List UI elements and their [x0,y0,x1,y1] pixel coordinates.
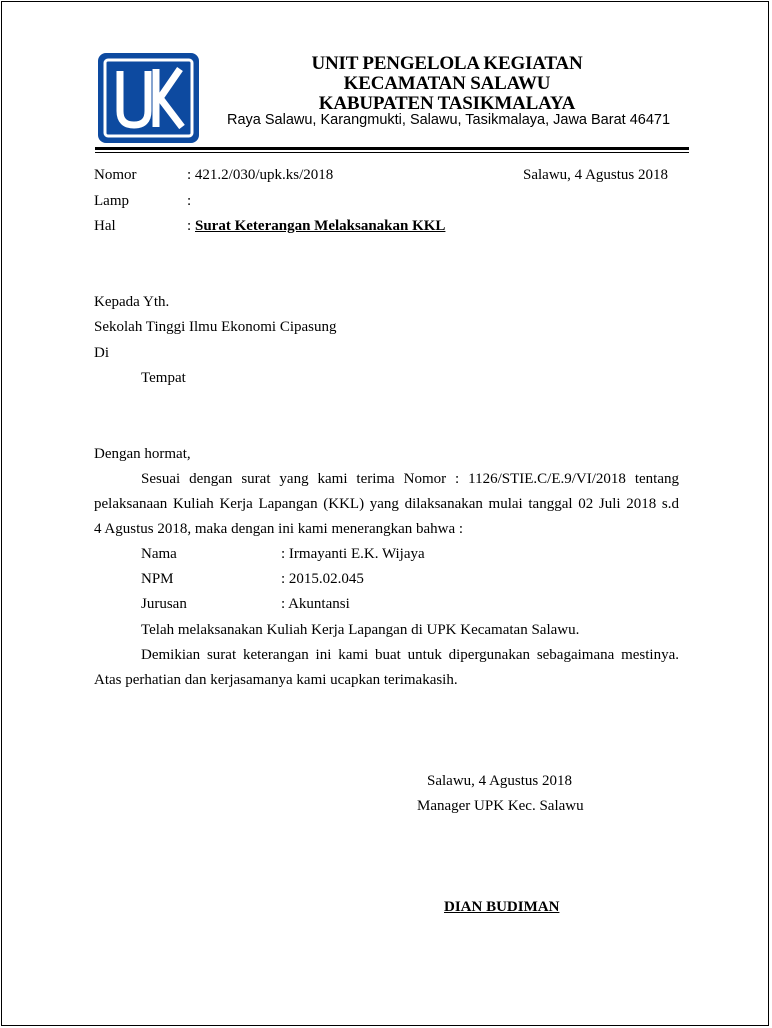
letter-page [1,1,769,1026]
detail-label-jurusan: Jurusan [141,596,187,612]
recipient-line3: Di [94,345,109,361]
hal-colon: : [187,218,192,234]
recipient-line4: Tempat [141,370,186,386]
org-address: Raya Salawu, Karangmukti, Salawu, Tasikmalaya, Jawa Barat 46471 [227,112,671,128]
paragraph3-line1: Demikian surat keterangan ini kami buat untuk dipergunakan sebagaimana mestinya. [141,647,679,663]
detail-label-nama: Nama [141,546,177,562]
detail-value-nama: : Irmayanti E.K. Wijaya [281,546,425,562]
recipient-line2: Sekolah Tinggi Ilmu Ekonomi Cipasung [94,319,337,335]
detail-value-jurusan: : Akuntansi [281,596,350,612]
org-name-line3: KABUPATEN TASIKMALAYA [318,93,576,114]
greeting: Dengan hormat, [94,446,191,462]
paragraph3-line2: Atas perhatian dan kerjasamanya kami ucapkan terimakasih. [94,672,458,688]
signature-place-date: Salawu, 4 Agustus 2018 [427,773,573,789]
paragraph1-line1: Sesuai dengan surat yang kami terima Nomor : 1126/STIE.C/E.9/VI/2018 tentang [141,471,679,487]
paragraph1-line2: pelaksanaan Kuliah Kerja Lapangan (KKL) yang dilaksanakan mulai tanggal 02 Juli 2018 s.d [94,496,679,512]
detail-label-npm: NPM [141,571,174,587]
hal-subject: Surat Keterangan Melaksanakan KKL [195,218,446,234]
nomor-value: : 421.2/030/upk.ks/2018 [187,167,334,183]
lamp-value: : [187,193,192,209]
hal-label: Hal [94,218,116,234]
org-name-line2: KECAMATAN SALAWU [343,73,551,94]
signatory-name: DIAN BUDIMAN [444,899,560,915]
paragraph2: Telah melaksanakan Kuliah Kerja Lapangan di UPK Kecamatan Salawu. [141,622,580,638]
recipient-line1: Kepada Yth. [94,294,170,310]
nomor-label: Nomor [94,167,137,183]
upk-logo [98,53,199,143]
paragraph1-line3: 4 Agustus 2018, maka dengan ini kami menerangkan bahwa : [94,521,464,537]
header-rule-thick [95,147,689,150]
signature-title: Manager UPK Kec. Salawu [417,798,584,814]
detail-value-npm: : 2015.02.045 [281,571,364,587]
org-name-line1: UNIT PENGELOLA KEGIATAN [311,53,583,74]
lamp-label: Lamp [94,193,129,209]
letter-date: Salawu, 4 Agustus 2018 [523,167,669,183]
header-rule-thin [95,152,689,153]
